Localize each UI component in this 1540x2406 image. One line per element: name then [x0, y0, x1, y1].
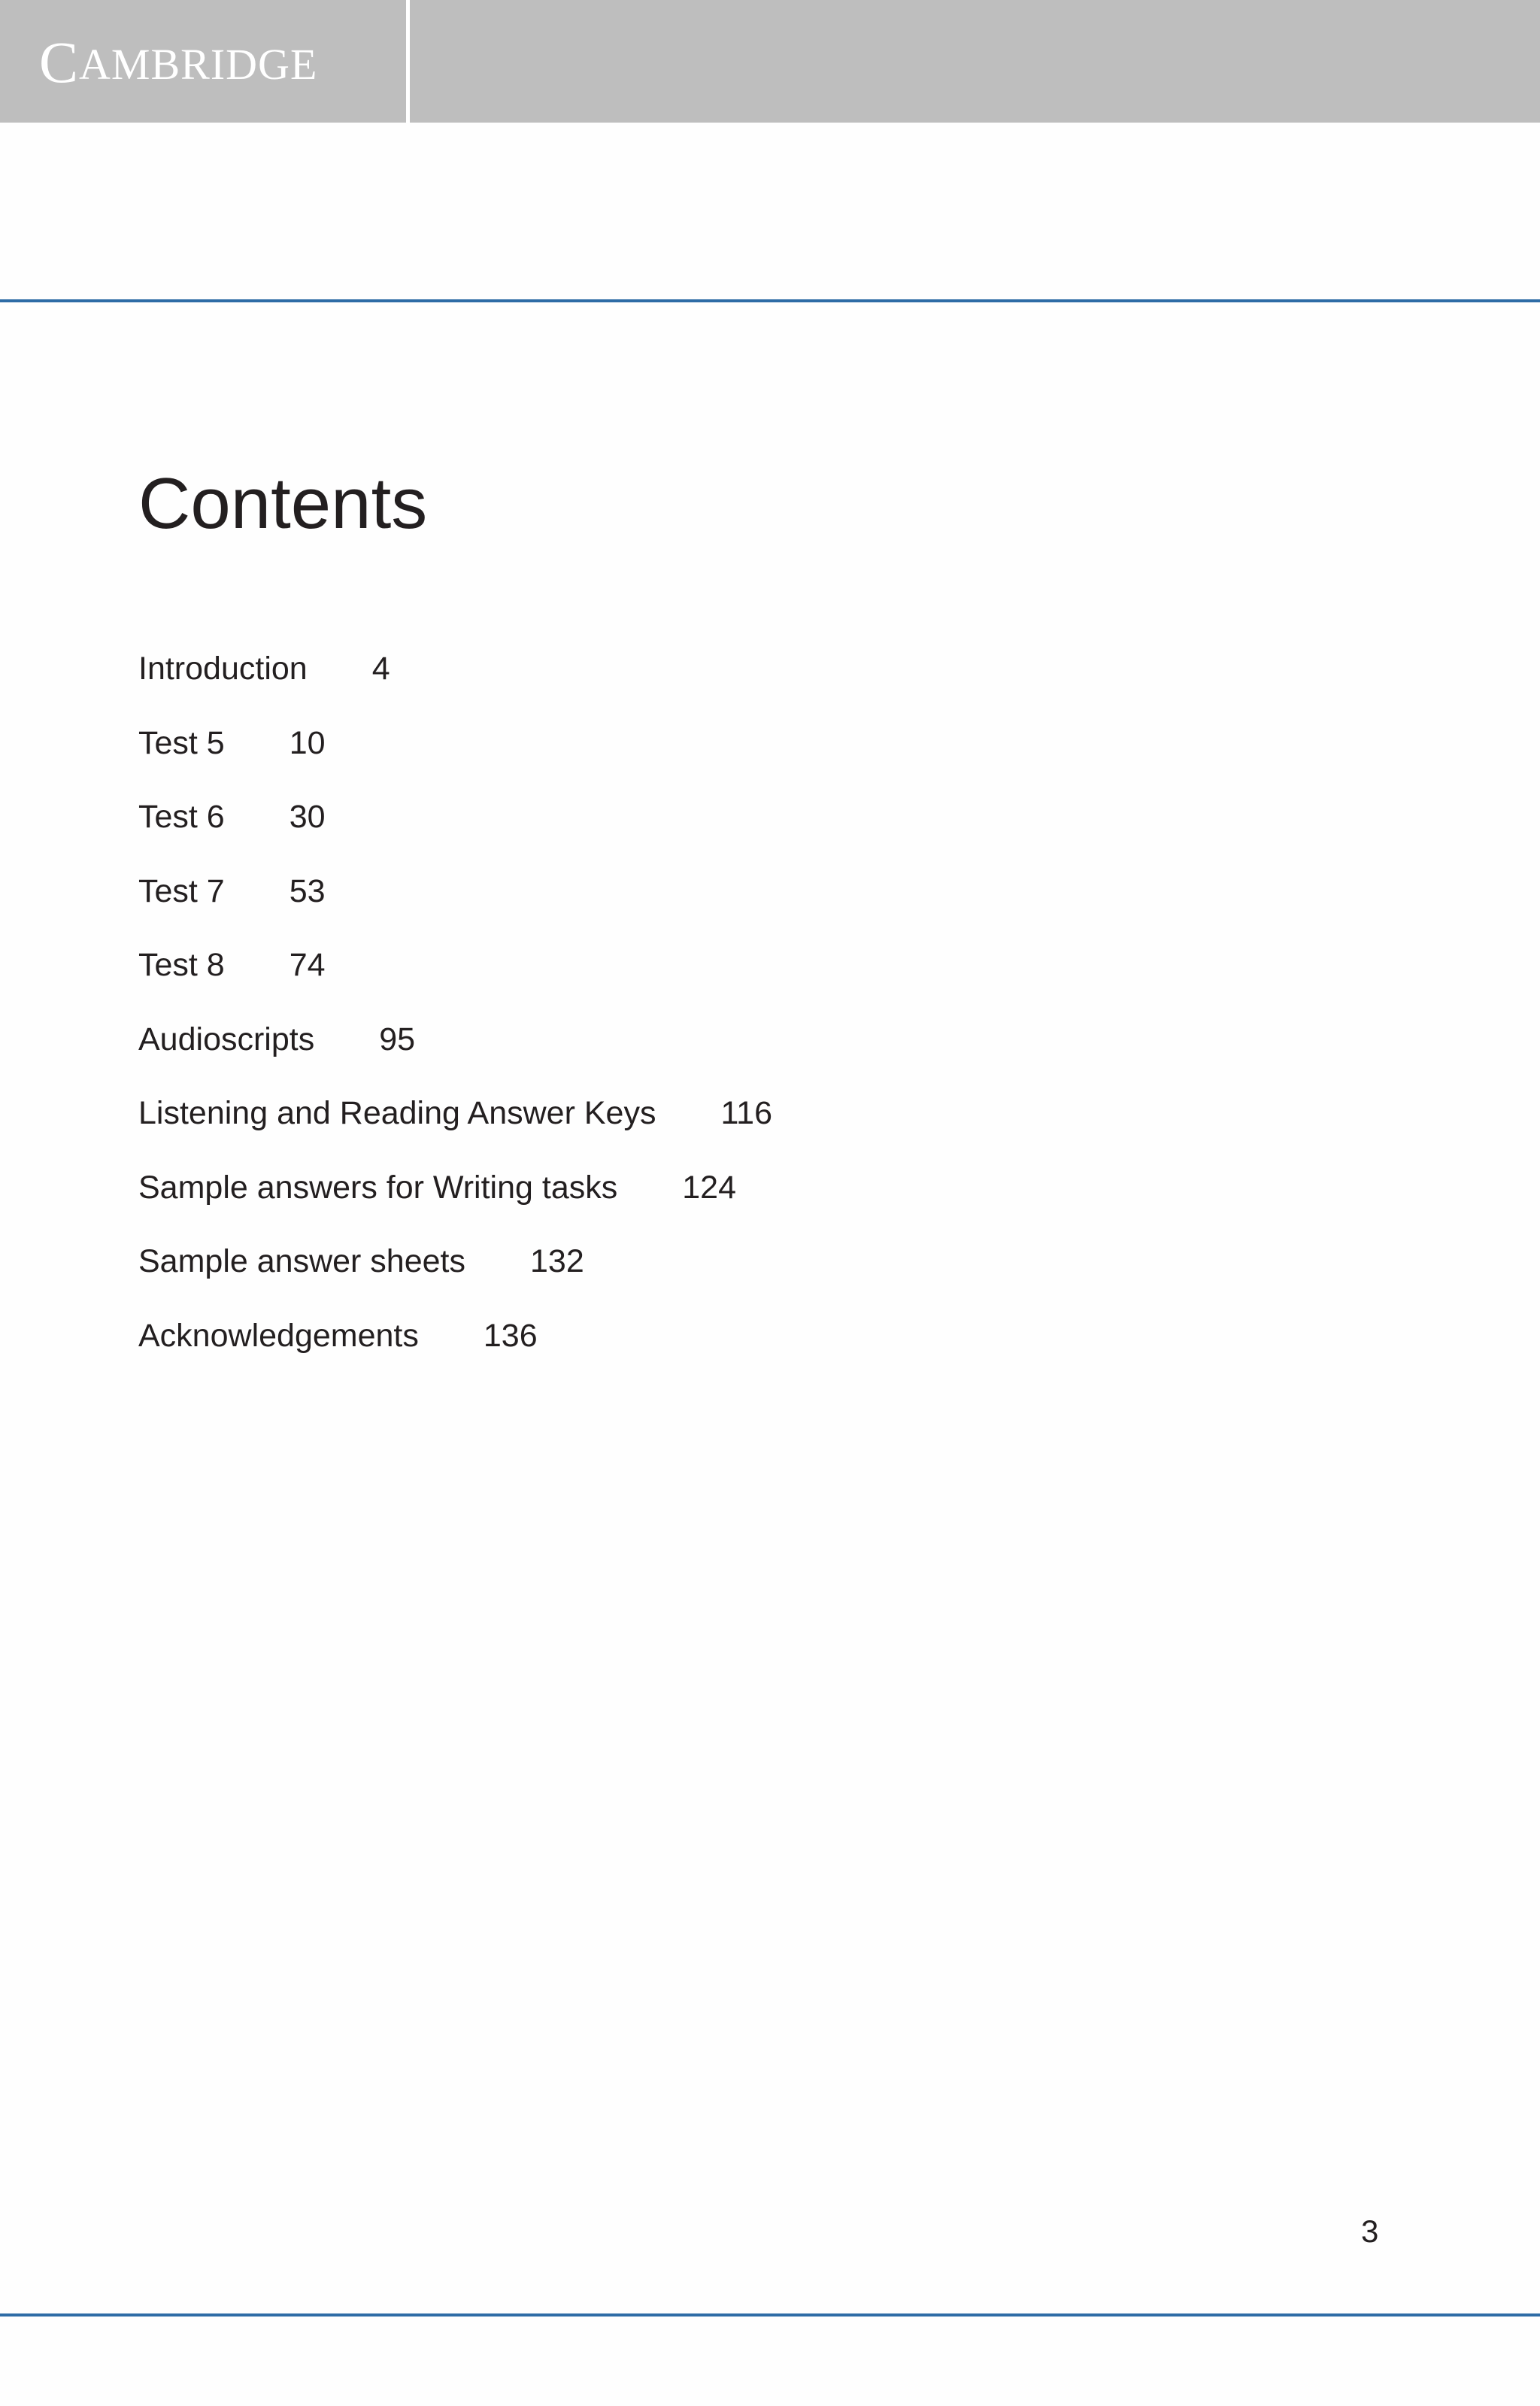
toc-entry-page: 136	[483, 1317, 538, 1354]
cambridge-logo	[39, 29, 317, 96]
toc-entry-sample-answers-writing[interactable]	[138, 1169, 772, 1246]
toc-entry-label: Sample answer sheets	[138, 1243, 465, 1279]
toc-entry-label: Test 5	[138, 724, 225, 761]
toc-entry-label: Test 7	[138, 872, 225, 909]
toc-entry-test-5[interactable]	[138, 724, 772, 802]
bottom-rule	[0, 2313, 1540, 2316]
logo-initial: C	[39, 29, 80, 95]
toc-entry-test-7[interactable]	[138, 872, 772, 950]
toc-entry-label: Audioscripts	[138, 1021, 315, 1057]
page-number: 3	[1361, 2213, 1379, 2249]
toc-entry-page: 53	[289, 872, 326, 909]
toc-entry-page: 10	[289, 724, 326, 761]
page-title: Contents	[138, 463, 428, 544]
header-divider	[406, 0, 410, 123]
toc-entry-label: Test 8	[138, 947, 225, 983]
table-of-contents	[138, 653, 772, 1394]
toc-entry-page: 4	[371, 651, 390, 687]
toc-entry-acknowledgements[interactable]	[138, 1317, 772, 1394]
toc-entry-page: 74	[289, 947, 326, 983]
toc-entry-label: Acknowledgements	[138, 1317, 419, 1354]
toc-entry-test-8[interactable]	[138, 949, 772, 1024]
toc-entry-answer-keys[interactable]	[138, 1097, 772, 1172]
toc-entry-label: Sample answers for Writing tasks	[138, 1169, 618, 1206]
toc-entry-label: Test 6	[138, 799, 225, 835]
logo-rest: AMBRIDGE	[79, 40, 318, 89]
toc-entry-introduction[interactable]	[138, 653, 772, 727]
top-rule	[0, 299, 1540, 302]
toc-entry-label: Introduction	[138, 651, 308, 687]
toc-entry-audioscripts[interactable]	[138, 1021, 772, 1098]
toc-entry-page: 132	[530, 1243, 584, 1279]
toc-entry-label: Listening and Reading Answer Keys	[138, 1095, 656, 1131]
toc-entry-page: 116	[720, 1095, 773, 1131]
toc-entry-page: 124	[682, 1169, 737, 1206]
toc-entry-page: 30	[289, 799, 326, 835]
toc-entry-test-6[interactable]	[138, 801, 772, 875]
toc-entry-sample-answer-sheets[interactable]	[138, 1245, 772, 1320]
toc-entry-page: 95	[379, 1021, 416, 1057]
